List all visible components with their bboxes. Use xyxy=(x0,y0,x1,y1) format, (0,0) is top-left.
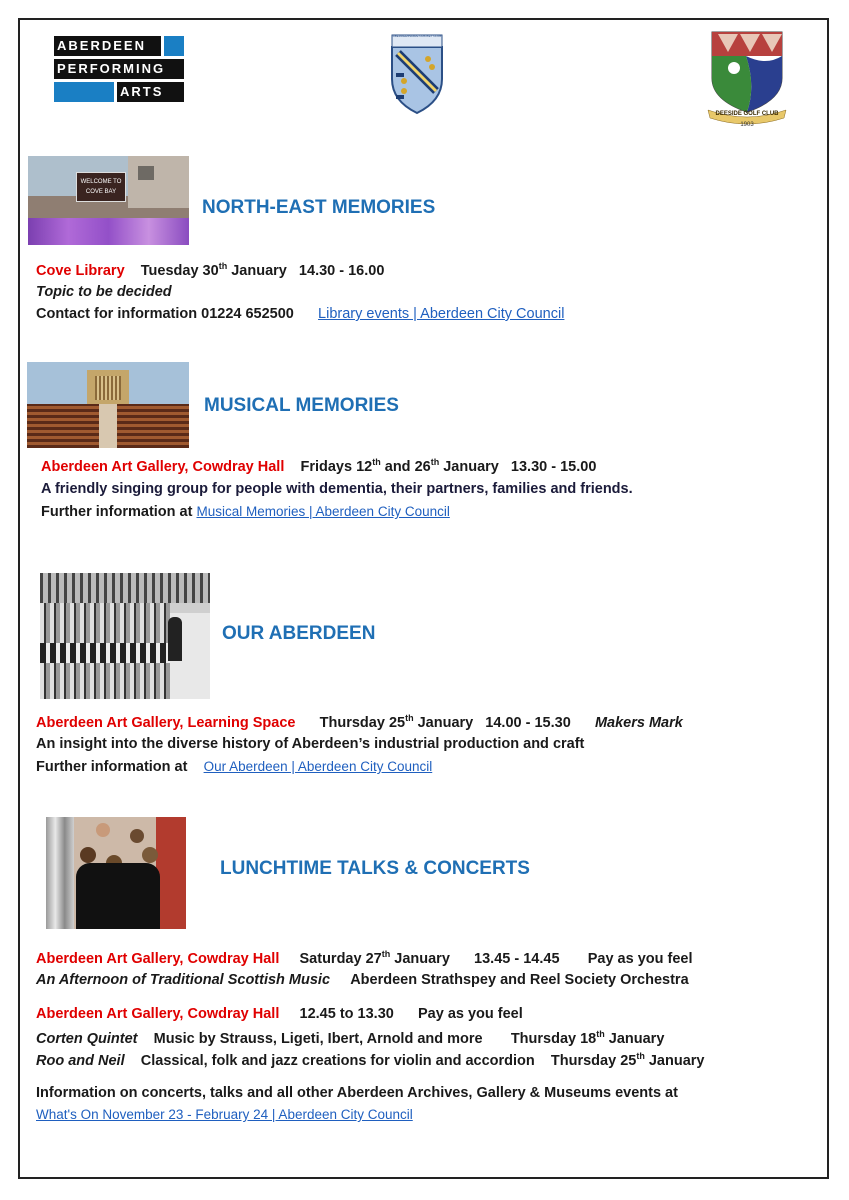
golf-club-name: DEESIDE GOLF CLUB xyxy=(715,111,779,117)
cowdray-hall-photo xyxy=(27,362,189,448)
cove-bay-photo xyxy=(28,156,189,245)
apa-logo-line-3: ARTS xyxy=(117,82,184,102)
oa-venue: Aberdeen Art Gallery, Learning Space xyxy=(36,714,296,731)
ne-contact-line xyxy=(36,306,564,322)
our-aberdeen-heading: OUR ABERDEEN xyxy=(222,623,376,644)
musical-memories-link[interactable]: Musical Memories | Aberdeen City Council xyxy=(196,504,450,519)
lt-event-3-detail: Roo and Neil Classical, folk and jazz creations for violin and accordion Thursday 25th January xyxy=(36,1051,705,1069)
mm-event-line: Aberdeen Art Gallery, Cowdray Hall Fridays 12th and 26th January 13.30 - 15.00 xyxy=(41,457,597,475)
cricket-club-name: ABERDEENSHIRE CRICKET CLUB xyxy=(392,34,442,38)
industrial-machinery-photo xyxy=(40,573,210,699)
lt-event-line-1: Aberdeen Art Gallery, Cowdray Hall Saturday 27th January 13.45 - 14.45 Pay as you feel xyxy=(36,949,693,967)
ne-venue: Cove Library xyxy=(36,262,125,279)
lt-event-1-performer: Aberdeen Strathspey and Reel Society Orchestra xyxy=(350,972,689,988)
apa-logo-line-2: PERFORMING xyxy=(54,59,184,79)
lt-venue-1: Aberdeen Art Gallery, Cowdray Hall xyxy=(36,950,280,967)
lt-whats-on-line xyxy=(36,1107,413,1123)
library-events-link[interactable]: Library events | Aberdeen City Council xyxy=(318,306,565,322)
lt-event-1-detail xyxy=(36,972,689,988)
lt-event-2-title: Corten Quintet xyxy=(36,1030,138,1047)
lt-event-1-title: An Afternoon of Traditional Scottish Music xyxy=(36,972,331,988)
lt-venue-2: Aberdeen Art Gallery, Cowdray Hall xyxy=(36,1006,280,1022)
oa-further-line: Further information at Our Aberdeen | Aberdeen City Council xyxy=(36,759,433,775)
lt-event-2-detail: Corten Quintet Music by Strauss, Ligeti, Ibert, Arnold and more Thursday 18th January xyxy=(36,1029,665,1047)
sign-line-1: WELCOME TO xyxy=(80,179,122,185)
lt-event-line-2: Aberdeen Art Gallery, Cowdray Hall 12.45 to 13.30 Pay as you feel xyxy=(36,1006,523,1022)
ne-contact: Contact for information 01224 652500 xyxy=(36,306,294,322)
aberdeen-performing-arts-logo xyxy=(54,36,184,105)
apa-logo-line-1: ABERDEEN xyxy=(54,36,161,56)
lt-event-3-desc: Classical, folk and jazz creations for violin and accordion xyxy=(140,1052,535,1069)
our-aberdeen-link[interactable]: Our Aberdeen | Aberdeen City Council xyxy=(203,759,433,774)
whats-on-link[interactable]: What's On November 23 - February 24 | Aberdeen City Council xyxy=(36,1107,413,1122)
flute-ensemble-photo xyxy=(46,817,186,929)
lunchtime-talks-heading: LUNCHTIME TALKS & CONCERTS xyxy=(220,858,530,879)
mm-description: A friendly singing group for people with dementia, their partners, families and friends. xyxy=(41,481,633,497)
lt-info-text: Information on concerts, talks and all other Aberdeen Archives, Gallery & Museums events at xyxy=(36,1085,678,1101)
lt-event-3-title: Roo and Neil xyxy=(36,1052,125,1069)
sign-line-2: COVE BAY xyxy=(85,189,117,195)
mm-further-line: Further information at Musical Memories | Aberdeen City Council xyxy=(41,504,450,520)
musical-memories-heading: MUSICAL MEMORIES xyxy=(204,395,399,416)
oa-event-line: Aberdeen Art Gallery, Learning Space Thursday 25th January 14.00 - 15.30 Makers Mark xyxy=(36,713,683,731)
ne-topic: Topic to be decided xyxy=(36,284,172,300)
golf-club-year: 1903 xyxy=(740,122,754,128)
cricket-club-crest xyxy=(388,33,446,115)
lt-event-2-desc: Music by Strauss, Ligeti, Ibert, Arnold and more xyxy=(153,1030,483,1047)
mm-venue: Aberdeen Art Gallery, Cowdray Hall xyxy=(41,458,285,475)
oa-description: An insight into the diverse history of Aberdeen’s industrial production and craft xyxy=(36,736,585,752)
north-east-memories-heading: NORTH-EAST MEMORIES xyxy=(202,197,436,218)
oa-tag: Makers Mark xyxy=(594,714,683,731)
ne-event-line: Cove Library Tuesday 30th January 14.30 - 16.00 xyxy=(36,261,385,279)
